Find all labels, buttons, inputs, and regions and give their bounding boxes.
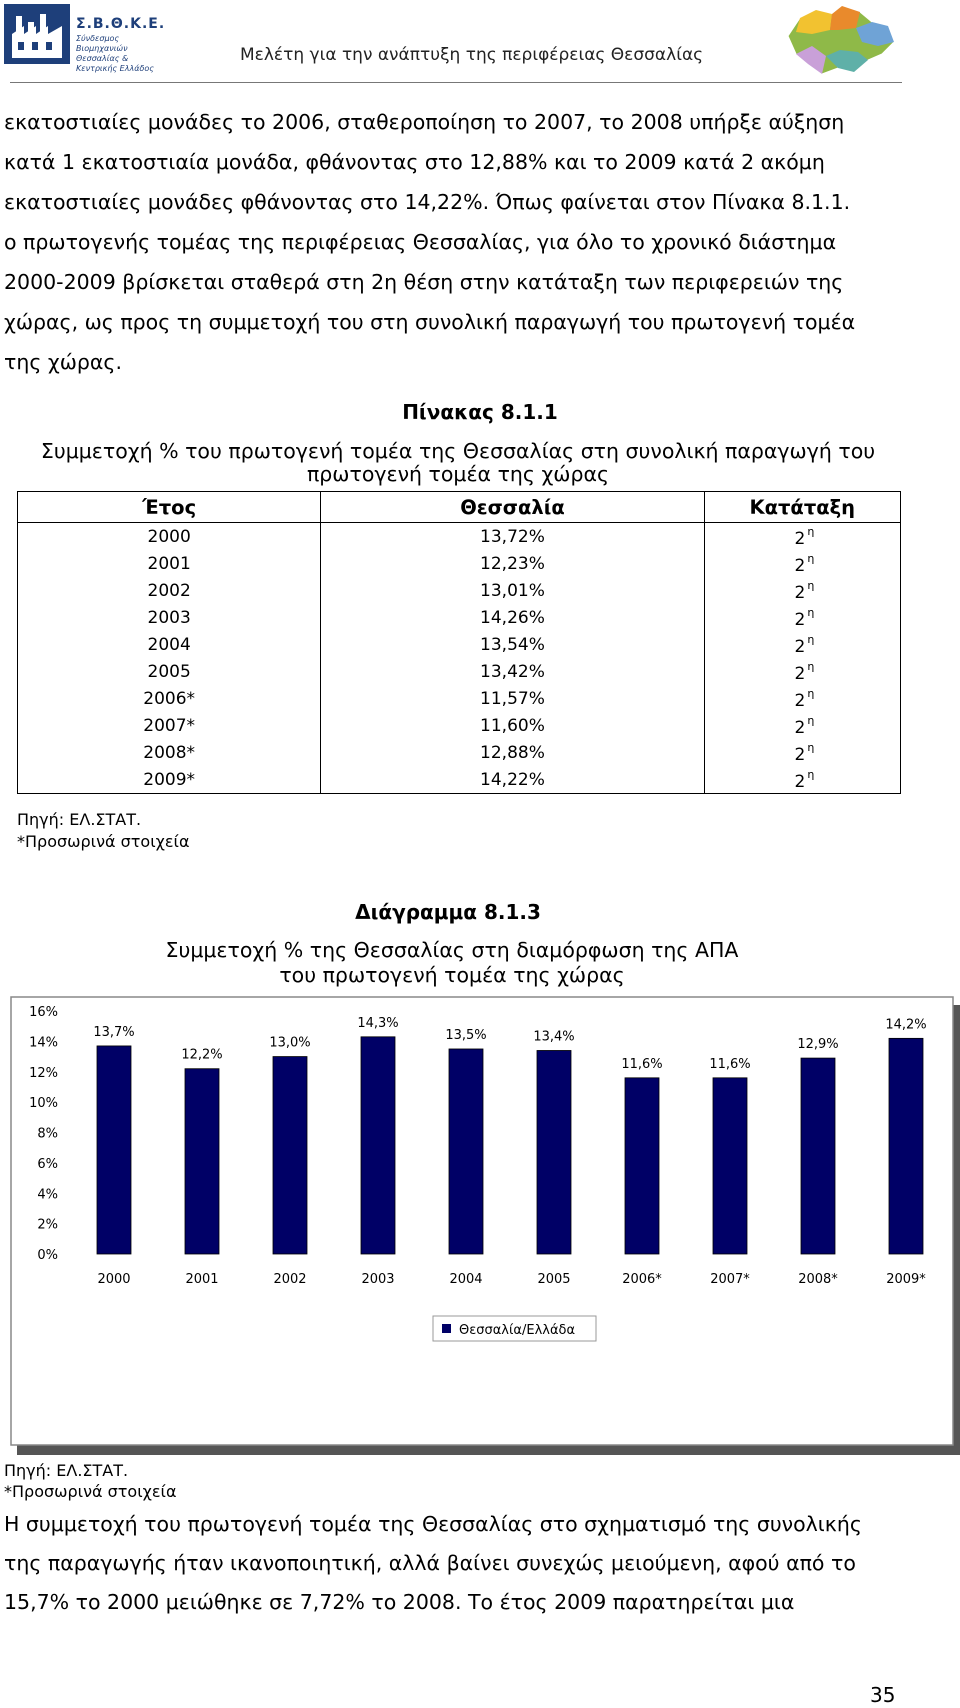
bar bbox=[185, 1069, 219, 1254]
rank-suffix: η bbox=[807, 659, 815, 673]
cell-rank bbox=[704, 550, 900, 577]
x-tick-label: 2008* bbox=[798, 1272, 838, 1287]
rank-number: 2 bbox=[794, 690, 806, 711]
header-thessaly: Θεσσαλία bbox=[321, 492, 704, 523]
cell-value: 14,22% bbox=[321, 766, 704, 794]
x-tick-label: 2009* bbox=[886, 1272, 926, 1287]
table-row bbox=[18, 604, 901, 631]
bar bbox=[273, 1057, 307, 1254]
y-tick-label: 6% bbox=[37, 1156, 58, 1172]
closing-paragraph bbox=[4, 1505, 904, 1622]
rank-suffix: η bbox=[807, 524, 815, 538]
paragraph-line: χώρας, ως προς τη συμμετοχή του στη συνολική παραγωγή του πρωτογενή τομέα bbox=[4, 310, 856, 334]
table-row bbox=[18, 712, 901, 739]
cell-rank bbox=[704, 739, 900, 766]
rank-number: 2 bbox=[794, 555, 806, 576]
chart-source: Πηγή: ΕΛ.ΣΤΑΤ. bbox=[4, 1461, 129, 1480]
header-rank: Κατάταξη bbox=[704, 492, 900, 523]
rank-suffix: η bbox=[807, 551, 815, 565]
table-row bbox=[18, 523, 901, 551]
table-row bbox=[18, 550, 901, 577]
paragraph-line: κατά 1 εκατοστιαία μονάδα, φθάνοντας στο 12,88% και το 2009 κατά 2 ακόμη bbox=[4, 150, 825, 174]
bar bbox=[97, 1046, 131, 1254]
cell-year: 2009* bbox=[18, 766, 321, 794]
page-number: 35 bbox=[870, 1683, 896, 1707]
caption-line: πρωτογενή τομέα της χώρας bbox=[306, 462, 610, 486]
y-tick-label: 16% bbox=[29, 1005, 58, 1020]
y-tick-label: 10% bbox=[29, 1096, 58, 1112]
rank-suffix: η bbox=[807, 605, 815, 619]
cell-year: 2000 bbox=[18, 523, 321, 551]
factory-icon bbox=[4, 4, 70, 64]
paragraph-line: της χώρας. bbox=[4, 350, 122, 374]
bar bbox=[801, 1058, 835, 1254]
header-divider bbox=[10, 82, 902, 83]
bar-data-label: 13,0% bbox=[269, 1035, 311, 1051]
cell-year: 2008* bbox=[18, 739, 321, 766]
rank-number: 2 bbox=[794, 582, 806, 603]
rank-suffix: η bbox=[807, 767, 815, 781]
paragraph-line: ο πρωτογενής τομέας της περιφέρειας Θεσσαλίας, για όλο το χρονικό διάστημα bbox=[4, 230, 837, 254]
cell-rank bbox=[704, 766, 900, 794]
x-tick-label: 2004 bbox=[449, 1272, 483, 1287]
header-title: Μελέτη για την ανάπτυξη της περιφέρειας Θεσσαλίας bbox=[240, 45, 704, 65]
table-body bbox=[18, 523, 901, 794]
cell-rank bbox=[704, 631, 900, 658]
bar-chart bbox=[10, 996, 954, 1446]
cell-year: 2001 bbox=[18, 550, 321, 577]
table-row bbox=[18, 685, 901, 712]
organization-logo bbox=[4, 4, 166, 73]
paragraph-line: 15,7% το 2000 μειώθηκε σε 7,72% το 2008. Το έτος 2009 παρατηρείται μια bbox=[4, 1590, 795, 1614]
bar-data-label: 13,7% bbox=[93, 1024, 135, 1040]
caption-line: του πρωτογενή τομέα της χώρας bbox=[279, 963, 625, 987]
paragraph-line: Η συμμετοχή του πρωτογενή τομέα της Θεσσαλίας στο σχηματισμό της συνολικής bbox=[4, 1512, 862, 1536]
bar-data-label: 14,3% bbox=[357, 1015, 399, 1031]
y-tick-label: 4% bbox=[37, 1187, 58, 1203]
cell-year: 2006* bbox=[18, 685, 321, 712]
cell-value: 13,72% bbox=[321, 523, 704, 551]
bar-data-label: 11,6% bbox=[621, 1056, 663, 1072]
rank-suffix: η bbox=[807, 740, 815, 754]
rank-suffix: η bbox=[807, 632, 815, 646]
x-tick-label: 2006* bbox=[622, 1272, 662, 1287]
chart-title: Διάγραμμα 8.1.3 bbox=[355, 900, 541, 924]
x-tick-label: 2002 bbox=[273, 1272, 307, 1287]
rank-suffix: η bbox=[807, 686, 815, 700]
logo-subtitle: Σύνδεσμος Βιομηχανιών Θεσσαλίας & Κεντρικής Ελλάδος bbox=[76, 34, 154, 73]
chart-caption bbox=[140, 938, 764, 988]
rank-number: 2 bbox=[794, 636, 806, 657]
cell-year: 2005 bbox=[18, 658, 321, 685]
cell-value: 13,42% bbox=[321, 658, 704, 685]
bar-data-label: 11,6% bbox=[709, 1056, 751, 1072]
cell-value: 11,60% bbox=[321, 712, 704, 739]
table-header-row bbox=[18, 492, 901, 523]
rank-suffix: η bbox=[807, 578, 815, 592]
chart-legend bbox=[433, 1316, 596, 1341]
cell-rank bbox=[704, 523, 900, 551]
x-tick-label: 2007* bbox=[710, 1272, 750, 1287]
table-caption bbox=[18, 440, 898, 486]
y-tick-label: 8% bbox=[37, 1126, 58, 1142]
y-tick-label: 2% bbox=[37, 1217, 58, 1233]
bar-data-label: 13,4% bbox=[533, 1029, 575, 1045]
table-row bbox=[18, 631, 901, 658]
y-tick-label: 12% bbox=[29, 1065, 58, 1081]
bar bbox=[625, 1078, 659, 1254]
share-table bbox=[17, 491, 901, 794]
cell-year: 2004 bbox=[18, 631, 321, 658]
table-row bbox=[18, 766, 901, 794]
bar bbox=[713, 1078, 747, 1254]
table-title: Πίνακας 8.1.1 bbox=[402, 400, 558, 424]
paragraph-line: εκατοστιαίες μονάδες φθάνοντας στο 14,22%. Όπως φαίνεται στον Πίνακα 8.1.1. bbox=[4, 190, 851, 214]
logo-name: Σ.Β.Θ.Κ.Ε. bbox=[76, 16, 166, 32]
caption-line: Συμμετοχή % του πρωτογενή τομέα της Θεσσαλίας στη συνολική παραγωγή του bbox=[40, 439, 876, 463]
table-row bbox=[18, 577, 901, 604]
x-tick-label: 2000 bbox=[97, 1272, 131, 1287]
legend-swatch bbox=[442, 1324, 451, 1333]
cell-rank bbox=[704, 658, 900, 685]
bar-data-label: 14,2% bbox=[885, 1017, 927, 1033]
rank-number: 2 bbox=[794, 717, 806, 738]
bar bbox=[537, 1050, 571, 1254]
cell-rank bbox=[704, 685, 900, 712]
cell-year: 2003 bbox=[18, 604, 321, 631]
legend-label: Θεσσαλία/Ελλάδα bbox=[459, 1323, 576, 1338]
rank-number: 2 bbox=[794, 528, 806, 549]
paragraph-line: της παραγωγής ήταν ικανοποιητική, αλλά βαίνει συνεχώς μειούμενη, αφού από το bbox=[4, 1551, 856, 1575]
x-tick-label: 2003 bbox=[361, 1272, 395, 1287]
table-row bbox=[18, 658, 901, 685]
bar-data-label: 12,9% bbox=[797, 1037, 839, 1053]
cell-year: 2002 bbox=[18, 577, 321, 604]
y-tick-label: 14% bbox=[29, 1035, 58, 1051]
table-source: Πηγή: ΕΛ.ΣΤΑΤ. bbox=[17, 810, 142, 829]
chart-note: *Προσωρινά στοιχεία bbox=[4, 1482, 177, 1501]
y-tick-label: 0% bbox=[37, 1248, 58, 1263]
rank-number: 2 bbox=[794, 609, 806, 630]
rank-suffix: η bbox=[807, 713, 815, 727]
intro-paragraph bbox=[4, 102, 904, 382]
bar-data-label: 12,2% bbox=[181, 1047, 223, 1063]
caption-line: Συμμετοχή % της Θεσσαλίας στη διαμόρφωση της ΑΠΑ bbox=[165, 938, 739, 962]
table-row bbox=[18, 739, 901, 766]
rank-number: 2 bbox=[794, 744, 806, 765]
cell-value: 13,01% bbox=[321, 577, 704, 604]
cell-rank bbox=[704, 577, 900, 604]
cell-value: 12,23% bbox=[321, 550, 704, 577]
region-map-icon bbox=[782, 2, 900, 78]
rank-number: 2 bbox=[794, 771, 806, 792]
cell-value: 13,54% bbox=[321, 631, 704, 658]
rank-number: 2 bbox=[794, 663, 806, 684]
paragraph-line: 2000-2009 βρίσκεται σταθερά στη 2η θέση στην κατάταξη των περιφερειών της bbox=[4, 270, 844, 294]
cell-value: 12,88% bbox=[321, 739, 704, 766]
x-tick-label: 2001 bbox=[185, 1272, 219, 1287]
cell-value: 11,57% bbox=[321, 685, 704, 712]
x-tick-label: 2005 bbox=[537, 1272, 571, 1287]
cell-rank bbox=[704, 604, 900, 631]
cell-rank bbox=[704, 712, 900, 739]
bar-data-label: 13,5% bbox=[445, 1027, 487, 1043]
table-note: *Προσωρινά στοιχεία bbox=[17, 832, 190, 851]
cell-year: 2007* bbox=[18, 712, 321, 739]
paragraph-line: εκατοστιαίες μονάδες το 2006, σταθεροποίηση το 2007, το 2008 υπήρξε αύξηση bbox=[4, 110, 845, 134]
header-year: Έτος bbox=[18, 492, 321, 523]
cell-value: 14,26% bbox=[321, 604, 704, 631]
bar bbox=[449, 1049, 483, 1254]
bar bbox=[889, 1038, 923, 1254]
bar bbox=[361, 1037, 395, 1254]
